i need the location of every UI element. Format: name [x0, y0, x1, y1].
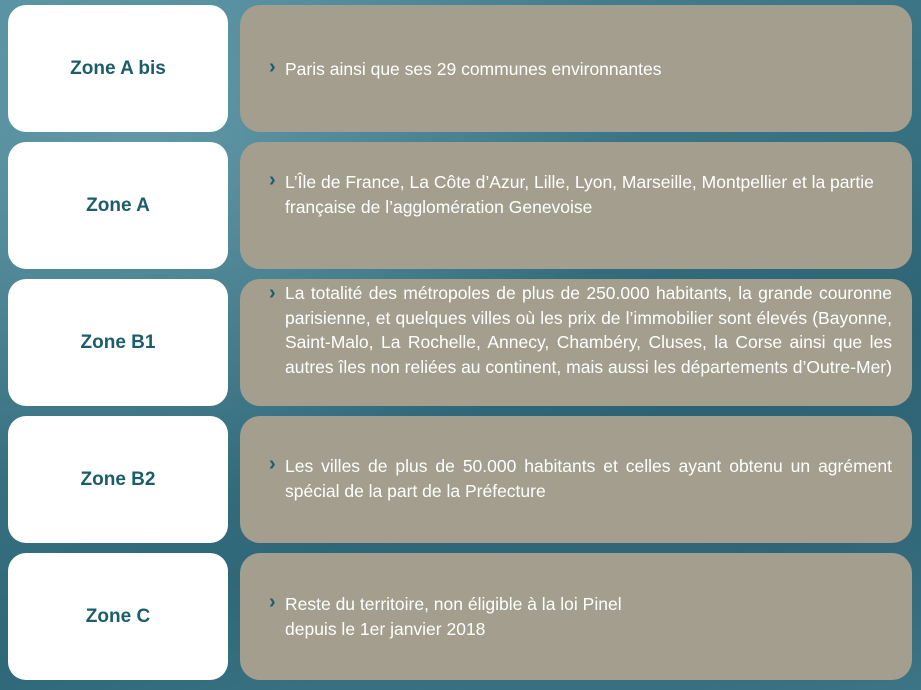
zone-label: Zone B2	[80, 468, 156, 490]
zone-description-card	[240, 416, 912, 543]
chevron-right-icon: ›	[269, 169, 276, 191]
zone-description-card	[240, 142, 912, 269]
zone-row-c	[0, 553, 921, 685]
zone-label: Zone A bis	[70, 57, 166, 79]
chevron-right-icon: ›	[269, 453, 276, 475]
zone-description: La totalité des métropoles de plus de 250.000 habitants, la grande couronne parisienne, et quelques villes où les prix de l’immobilier sont élevés (Bayonne, Saint-Malo, La Rochelle, Annecy, Chambéry, Cluses, la Corse ainsi que les autres îles non reliées au continent, mais aussi les départements d’Outre-Mer)	[285, 283, 892, 377]
zone-row-b1	[0, 279, 921, 411]
zone-row-a-bis	[0, 5, 921, 137]
zone-description-line: Reste du territoire, non éligible à la loi Pinel	[285, 594, 622, 614]
zone-row-a	[0, 142, 921, 274]
chevron-right-icon: ›	[269, 591, 276, 613]
zone-card	[8, 5, 228, 132]
zone-card	[8, 142, 228, 269]
zone-label: Zone A	[86, 194, 150, 216]
zone-label: Zone B1	[80, 331, 156, 353]
zone-description: Paris ainsi que ses 29 communes environnantes	[285, 59, 662, 79]
zone-card	[8, 416, 228, 543]
zone-description: Les villes de plus de 50.000 habitants et celles ayant obtenu un agrément spécial de la part de la Préfecture	[285, 456, 892, 501]
zone-description-line: depuis le 1er janvier 2018	[285, 618, 486, 639]
zone-description-card	[240, 5, 912, 132]
zone-label: Zone C	[85, 605, 151, 627]
zone-description: L’Île de France, La Côte d’Azur, Lille, Lyon, Marseille, Montpellier et la partie française de l’agglomération Genevoise	[285, 172, 874, 217]
zone-card	[8, 553, 228, 680]
chevron-right-icon: ›	[269, 56, 276, 78]
zone-card	[8, 279, 228, 406]
zone-row-b2	[0, 416, 921, 548]
zone-description-card	[240, 553, 912, 680]
zone-description-card	[240, 279, 912, 406]
chevron-right-icon: ›	[269, 282, 276, 304]
